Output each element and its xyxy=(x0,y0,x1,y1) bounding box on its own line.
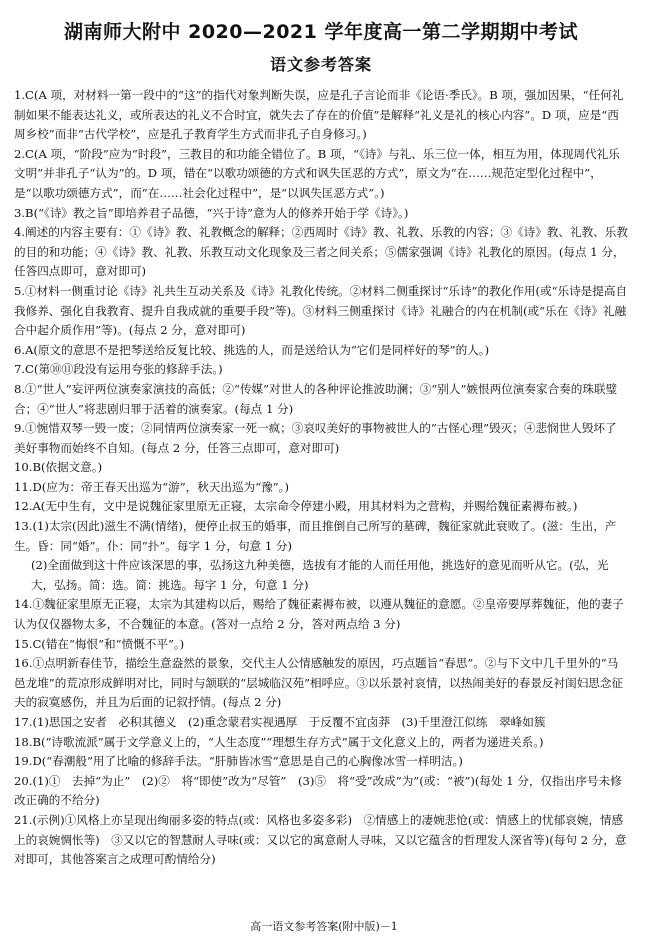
answer-item-2: 2.C(A 项，“阶段”应为“时段”，三教目的和功能全错位了。B 项，“《诗》与礼、乐三位一体，相互为用，体现周代礼乐文明”并非孔子“认为”的。D 项，错在“以歌功颂德的方式和讽失匡恶的方式”，原文为“在……规范定型化过程中”，是“以歌功颂德方式”，而“在……社会化过程中”，是“以讽失匡恶方式”。) xyxy=(14,146,620,200)
answer-item-15: 15.C(错在“悔恨”和“愤慨不平”。) xyxy=(14,636,185,651)
answer-item-6: 6.A(原文的意思不是把琴送给反复比较、挑选的人，而是送给认为“它们是同样好的琴”的人。) xyxy=(14,342,490,357)
answer-item-1: 1.C(A 项，对材料一第一段中的“这”的指代对象判断失误，应是孔子言论而非《论语·季氏》。B 项，强加因果，“任何礼制如果不能表达礼义，或所表达的礼义不合时宜，就失去了存在的价值”是解释“礼义是礼的核心内容”。D 项，应是“西周乡校”而非“古代学校”，应是孔子教育学生方式而非孔子自身修习。) xyxy=(14,88,624,142)
answer-item-18: 18.B(“诗歌流派”属于文学意义上的，“人生态度”“理想生存方式”属于文化意义上的，两者为递进关系。) xyxy=(14,734,544,749)
answer-item-16: 16.①点明新春佳节，描绘生意盎然的景象，交代主人公情感触发的原因，巧点题旨“春思”。②与下文中几千里外的“马邑龙堆”的荒凉形成鲜明对比，同时与颔联的“层城临汉苑”相呼应。③以乐景衬哀情，以热闹美好的春景反衬闺妇思念征夫的寂寞感伤，并且为后面的记叙抒情。(每点 2 分) xyxy=(14,656,624,710)
answer-item-12: 12.A(无中生有，文中是说魏征家里原无正寝，太宗命令停建小殿，用其材料为之营构，并赐给魏征素褥布被。) xyxy=(14,499,578,514)
answer-key-subtitle: 语文参考答案 xyxy=(269,55,372,74)
answer-item-13-1: 13.(1)太宗(因此)滋生不满(情绪)，便停止叔玉的婚事，而且推倒自己所写的墓碑，魏征家就此衰败了。(滋：生出，产生。昏：同“婚”。仆：同“扑”。每字 1 分，句意 1 分) xyxy=(14,519,617,553)
answer-item-8: 8.①“世人”妄评两位演奏家演技的高低；②“传媒”对世人的各种评论推波助澜；③“别人”嫉恨两位演奏家合奏的珠联璧合；④“世人”将悲剧归罪于活着的演奏家。(每点 1 分) xyxy=(14,381,618,416)
answer-item-14: 14.①魏征家里原无正寝，太宗为其建构以后，赐给了魏征素褥布被，以遵从魏征的意愿。②皇帝要厚葬魏征，他的妻子认为仅仅器物太多，不合魏征的本意。(答对一点给 2 分，答对两点给 3 分) xyxy=(14,597,624,632)
answer-item-21: 21.(示例)①风格上亦呈现出绚丽多姿的特点(或：风格也多姿多彩) ②情感上的凄婉悲怆(或：情感上的忧郁哀婉，情感上的哀婉惆怅等) ③又以它的智慧耐人寻味(或：又以它的寓意耐人寻味，又以它蕴含的哲理发人深省等)(每句 2 分，意对即可，其他答案言之成理可酌情给分) xyxy=(14,812,627,867)
answer-item-10: 10.B(依据文意。) xyxy=(14,460,103,475)
answer-item-17: 17.(1)思国之安者 必积其德义 (2)重念蒙君实视遇厚 于反覆不宜卤莽 (3)千里澄江似练 翠峰如簇 xyxy=(14,715,546,729)
answer-item-3: 3.B(“《诗》教之旨”即培养君子品德，“兴于诗”意为人的修养开始于学《诗》。) xyxy=(14,205,409,220)
page-footer: 高一语文参考答案(附中版)－1 xyxy=(250,920,398,933)
answer-item-7: 7.C(第⑩⑪段没有运用夸张的修辞手法。) xyxy=(14,362,223,377)
answer-item-20: 20.(1)① 去掉“为止” (2)② 将“即使”改为“尽管” (3)⑤ 将“受”改成“为”(或：“被”)(每处 1 分，仅指出序号未修改正确的不给分) xyxy=(14,773,622,808)
answer-list xyxy=(14,86,628,870)
answer-item-19: 19.D(“春潮般”用了比喻的修辞手法。“肝肺皆冰雪”意思是自己的心胸像冰雪一样明洁。) xyxy=(14,754,463,769)
answer-item-4: 4.阐述的内容主要有：①《诗》教、礼教概念的解释；②西周时《诗》教、礼教、乐教的内容；③《诗》教、礼教、乐教的目的和功能；④《诗》教、礼教、乐教互动文化现象及三者之间关系；⑤儒家强调《诗》礼教化的原因。(每点 1 分，任答四点即可，意对即可) xyxy=(14,225,628,279)
answer-item-5: 5.①材料一侧重讨论《诗》礼共生互动关系及《诗》礼教化传统。②材料二侧重探讨“乐诗”的教化作用(或“乐诗是提高自我修养、强化自我教育、提升自我成就的重要手段”等)。③材料三侧重探讨《诗》礼融合的内在机制(或“乐在《诗》礼融合中起介质作用”等)。(每点 2 分，意对即可) xyxy=(14,283,628,338)
exam-title: 湖南师大附中 2020—2021 学年度高一第二学期期中考试 xyxy=(64,21,578,43)
answer-item-11: 11.D(应为：帝王春天出巡为“游”，秋天出巡为“豫”。) xyxy=(14,479,289,494)
answer-item-9: 9.①惋惜双琴一毁一废；②同情两位演奏家一死一疯；③哀叹美好的事物被世人的“古怪心理”毁灭；④悲悯世人毁坏了美好事物而始终不自知。(每点 2 分，任答三点即可，意对即可) xyxy=(14,421,617,455)
answer-item-13-2: (2)全面做到这十件应该深思的事，弘扬这九种美德，选拔有才能的人而任用他，挑选好的意见而听从它。(弘，光大，弘扬。简：选。简：挑选。每字 1 分，句意 1 分) xyxy=(31,558,609,592)
